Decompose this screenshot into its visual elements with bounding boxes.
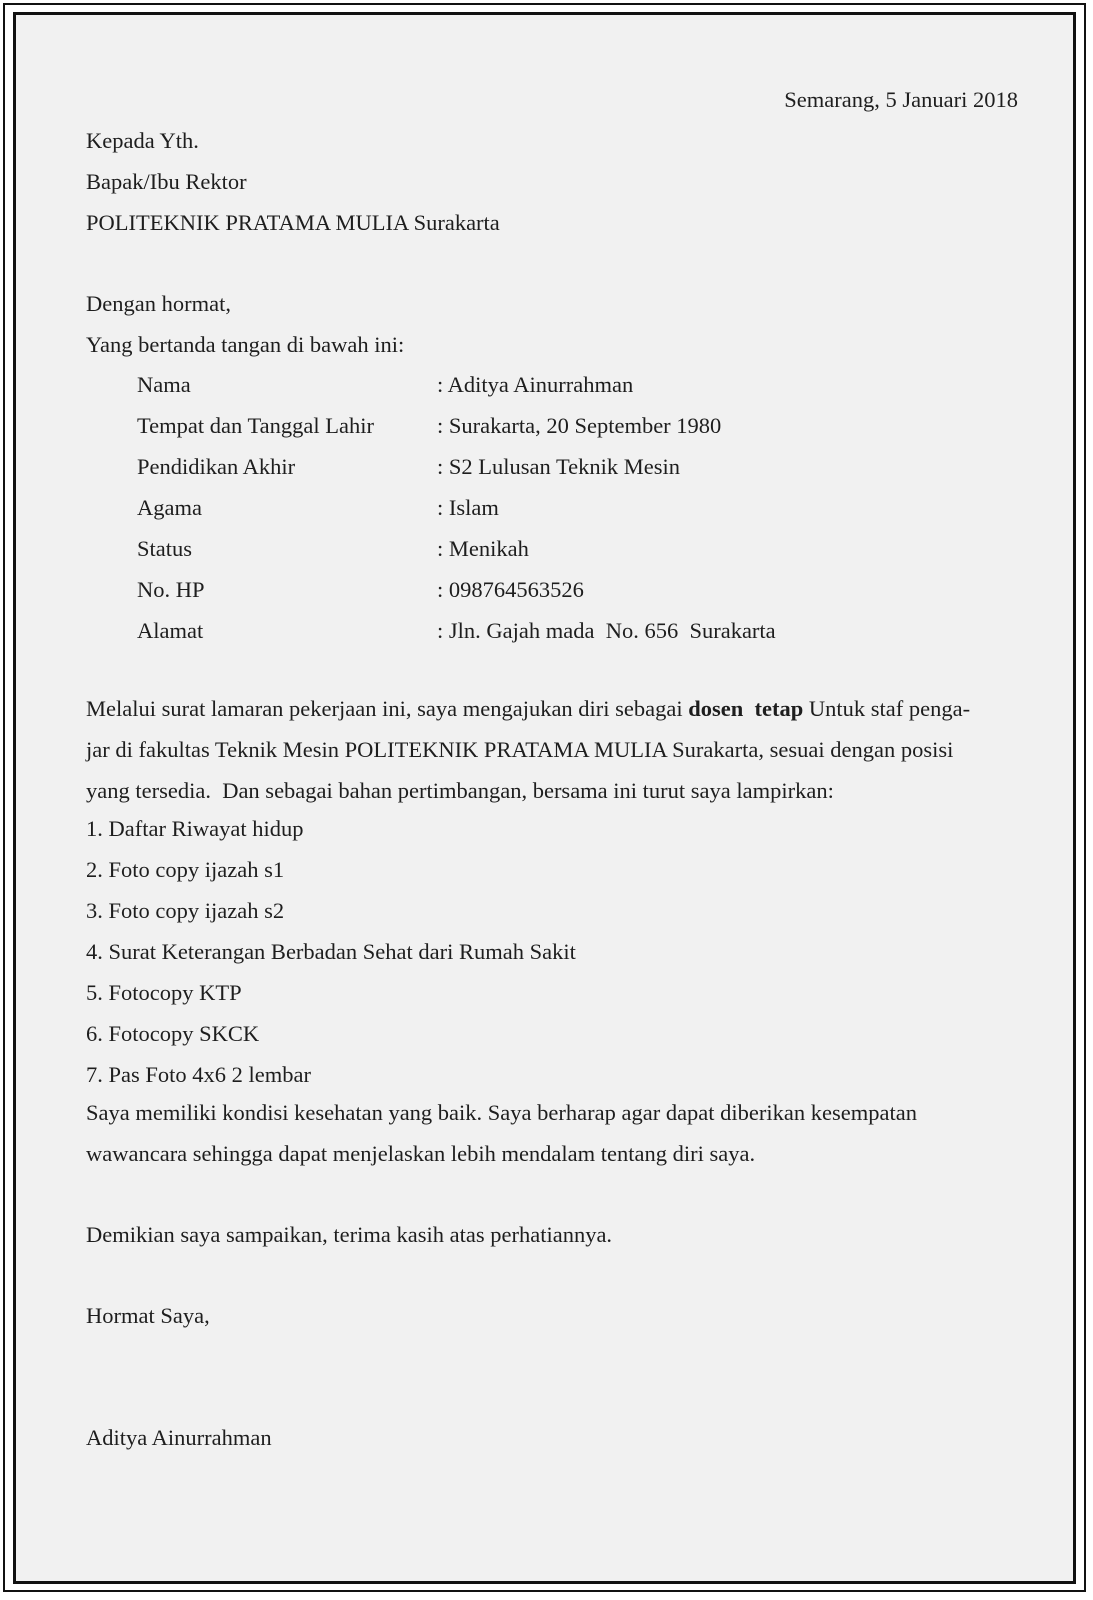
body-paragraph bbox=[86, 688, 1018, 811]
identity-value: : Aditya Ainurrahman bbox=[437, 372, 634, 397]
identity-row bbox=[137, 405, 776, 446]
identity-label: Status bbox=[137, 536, 193, 561]
identity-value: : Jln. Gajah mada No. 656 Surakarta bbox=[437, 618, 776, 643]
identity-label: Agama bbox=[137, 495, 202, 520]
identity-row bbox=[137, 569, 776, 610]
identity-label: Nama bbox=[137, 372, 191, 397]
attachment-item: 2. Foto copy ijazah s1 bbox=[86, 857, 285, 882]
attachment-item: 1. Daftar Riwayat hidup bbox=[86, 816, 304, 841]
identity-value: : Menikah bbox=[437, 536, 529, 561]
identity-label: Pendidikan Akhir bbox=[137, 454, 296, 479]
body-line: yang tersedia. Dan sebagai bahan pertimbangan, bersama ini turut saya lampirkan: bbox=[86, 778, 834, 803]
recipient-line: POLITEKNIK PRATAMA MULIA Surakarta bbox=[86, 210, 500, 235]
identity-value: : S2 Lulusan Teknik Mesin bbox=[437, 454, 681, 479]
identity-label: Alamat bbox=[137, 618, 204, 643]
attachment-item: 6. Fotocopy SKCK bbox=[86, 1021, 260, 1046]
identity-value: : Islam bbox=[437, 495, 499, 520]
regards: Hormat Saya, bbox=[86, 1303, 210, 1328]
recipient-block bbox=[86, 120, 500, 243]
letter-page bbox=[13, 12, 1076, 1584]
identity-label: No. HP bbox=[137, 577, 205, 602]
body-text: Untuk staf penga- bbox=[803, 696, 971, 721]
identity-value: : Surakarta, 20 September 1980 bbox=[437, 413, 722, 438]
identity-row bbox=[137, 364, 776, 405]
identity-row bbox=[137, 446, 776, 487]
attachment-item: 5. Fotocopy KTP bbox=[86, 980, 242, 1005]
attachment-item: 3. Foto copy ijazah s2 bbox=[86, 898, 285, 923]
identity-row bbox=[137, 528, 776, 569]
health-statement bbox=[86, 1092, 917, 1174]
body-line: jar di fakultas Teknik Mesin POLITEKNIK PRATAMA MULIA Surakarta, sesuai dengan posisi bbox=[86, 737, 954, 762]
intro: Yang bertanda tangan di bawah ini: bbox=[86, 332, 405, 357]
body-text: Melalui surat lamaran pekerjaan ini, saya mengajukan diri sebagai bbox=[86, 696, 689, 721]
body-line bbox=[86, 688, 1018, 729]
identity-row bbox=[137, 610, 776, 651]
signature-name: Aditya Ainurrahman bbox=[86, 1425, 272, 1450]
attachment-item: 4. Surat Keterangan Berbadan Sehat dari Rumah Sakit bbox=[86, 939, 576, 964]
health-line: Saya memiliki kondisi kesehatan yang baik. Saya berharap agar dapat diberikan kesempatan bbox=[86, 1100, 917, 1125]
health-line: wawancara sehingga dapat menjelaskan lebih mendalam tentang diri saya. bbox=[86, 1141, 756, 1166]
place-date: Semarang, 5 Januari 2018 bbox=[784, 87, 1018, 112]
recipient-line: Kepada Yth. bbox=[86, 128, 199, 153]
greeting-block bbox=[86, 283, 404, 365]
identity-row bbox=[137, 487, 776, 528]
attachment-list bbox=[86, 808, 576, 1095]
recipient-line: Bapak/Ibu Rektor bbox=[86, 169, 247, 194]
identity-table bbox=[137, 364, 776, 651]
closing-statement: Demikian saya sampaikan, terima kasih atas perhatiannya. bbox=[86, 1222, 613, 1247]
identity-value: : 098764563526 bbox=[437, 577, 584, 602]
identity-label: Tempat dan Tanggal Lahir bbox=[137, 413, 374, 438]
greeting: Dengan hormat, bbox=[86, 291, 231, 316]
position-highlight: dosen tetap bbox=[688, 696, 804, 721]
attachment-item: 7. Pas Foto 4x6 2 lembar bbox=[86, 1062, 311, 1087]
